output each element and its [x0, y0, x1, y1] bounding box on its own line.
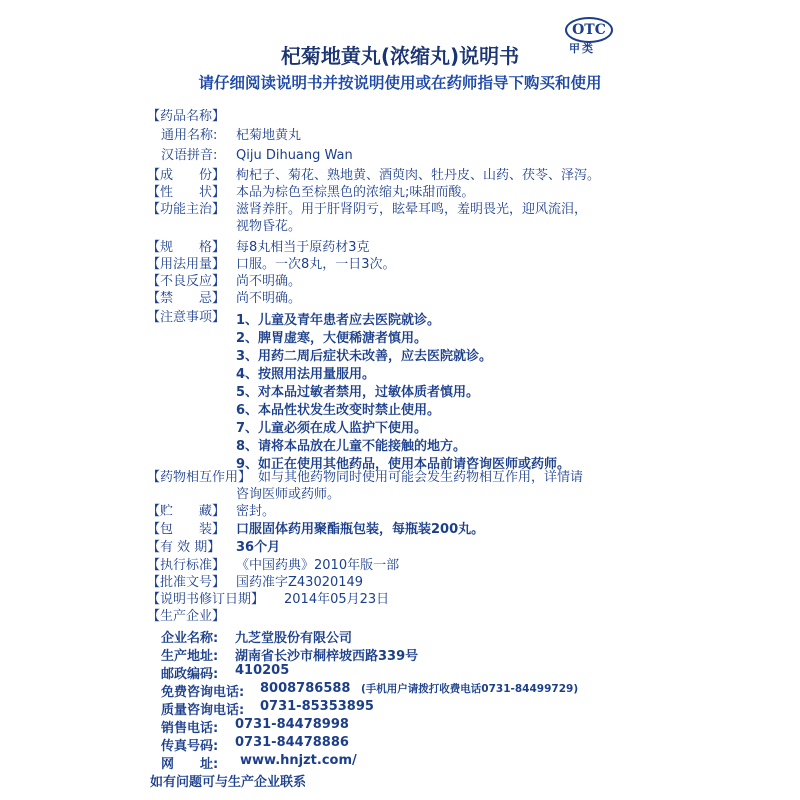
standard-label: 【执行标准】 [147, 558, 226, 573]
storage-label: 【贮 藏】 [147, 504, 226, 519]
storage-value: 密封。 [236, 504, 276, 519]
interactions-label: 【药物相互作用】 [147, 470, 252, 485]
properties-value: 本品为棕色至棕黑色的浓缩丸;味甜而酸。 [236, 185, 475, 200]
sales-label: 销售电话: [161, 721, 219, 736]
precaution-item: 7、儿童必须在成人监护下使用。 [236, 421, 428, 436]
postcode-value: 410205 [235, 663, 290, 678]
address-value: 湖南省长沙市桐梓坡西路339号 [235, 649, 419, 664]
revision-label: 【说明书修订日期】 [147, 592, 265, 607]
precaution-item: 5、对本品过敏者禁用，过敏体质者慎用。 [236, 385, 480, 400]
dosage-label: 【用法用量】 [147, 257, 226, 272]
precaution-item: 2、脾胃虚寒，大便稀溏者慎用。 [236, 331, 428, 346]
contraindications-label: 【禁 忌】 [147, 291, 226, 306]
adverse-value: 尚不明确。 [236, 274, 302, 289]
adverse-label: 【不良反应】 [147, 274, 226, 289]
precaution-item: 4、按照用法用量服用。 [236, 367, 376, 382]
ingredients-label: 【成 份】 [147, 168, 226, 183]
precaution-item: 3、用药二周后症状未改善，应去医院就诊。 [236, 349, 493, 364]
drug-name-header: 【药品名称】 [147, 109, 226, 124]
pinyin-value: Qiju Dihuang Wan [236, 148, 353, 163]
hotline-note: (手机用户请拨打收费电话0731-84499729) [361, 683, 579, 695]
hotline-number: 8008786588 [260, 681, 351, 696]
package-value: 口服固体药用聚酯瓶包装，每瓶装200丸。 [236, 522, 485, 537]
generic-name-label: 通用名称: [161, 128, 218, 143]
indications-line-2: 视物昏花。 [236, 219, 302, 234]
revision-value: 2014年05月23日 [284, 592, 390, 607]
page-subtitle: 请仔细阅读说明书并按说明使用或在药师指导下购买和使用 [198, 74, 602, 92]
hotline-label: 免费咨询电话: [161, 685, 245, 700]
company-name-value: 九芝堂股份有限公司 [235, 631, 353, 646]
precautions-label: 【注意事项】 [147, 310, 226, 325]
indications-label: 【功能主治】 [147, 202, 226, 217]
page-title: 杞菊地黄丸(浓缩丸)说明书 [280, 44, 520, 68]
interactions-line-2: 咨询医师或药师。 [236, 487, 341, 502]
spec-value: 每8丸相当于原药材3克 [236, 240, 370, 255]
standard-value: 《中国药典》2010年版一部 [236, 558, 400, 573]
generic-name-value: 杞菊地黄丸 [236, 128, 302, 143]
package-label: 【包 装】 [147, 522, 226, 537]
precaution-item: 6、本品性状发生改变时禁止使用。 [236, 403, 441, 418]
otc-badge: OTC [565, 17, 613, 43]
footer-note: 如有问题可与生产企业联系 [150, 775, 307, 790]
precaution-item: 1、儿童及青年患者应去医院就诊。 [236, 313, 441, 328]
ingredients-value: 枸杞子、菊花、熟地黄、酒萸肉、牡丹皮、山药、茯苓、泽泻。 [236, 168, 601, 183]
approval-label: 【批准文号】 [147, 575, 226, 590]
validity-value: 36个月 [236, 540, 281, 555]
interactions-line-1: 如与其他药物同时使用可能会发生药物相互作用，详情请 [258, 470, 584, 485]
address-label: 生产地址: [161, 649, 219, 664]
website-value: www.hnjzt.com/ [240, 753, 357, 768]
fax-label: 传真号码: [161, 739, 219, 754]
sales-value: 0731-84478998 [235, 717, 349, 732]
validity-label: 【有 效 期】 [147, 540, 221, 555]
dosage-value: 口服。一次8丸，一日3次。 [236, 257, 396, 272]
pinyin-label: 汉语拼音: [161, 148, 218, 163]
properties-label: 【性 状】 [147, 185, 226, 200]
manufacturer-header: 【生产企业】 [147, 609, 226, 624]
spec-label: 【规 格】 [147, 240, 226, 255]
quality-label: 质量咨询电话: [161, 703, 245, 718]
fax-value: 0731-84478886 [235, 735, 349, 750]
hotline-value [260, 681, 578, 696]
postcode-label: 邮政编码: [161, 667, 219, 682]
website-label: 网 址: [161, 757, 219, 772]
quality-value: 0731-85353895 [260, 699, 374, 714]
indications-line-1: 滋肾养肝。用于肝肾阴亏，眩晕耳鸣，羞明畏光，迎风流泪， [236, 202, 588, 217]
approval-value: 国药准字Z43020149 [236, 575, 364, 590]
precaution-item: 8、请将本品放在儿童不能接触的地方。 [236, 439, 467, 454]
precaution-item: 9、如正在使用其他药品，使用本品前请咨询医师或药师。 [236, 457, 571, 472]
otc-class-label: 甲类 [569, 42, 595, 55]
contraindications-value: 尚不明确。 [236, 291, 302, 306]
company-name-label: 企业名称: [161, 631, 219, 646]
